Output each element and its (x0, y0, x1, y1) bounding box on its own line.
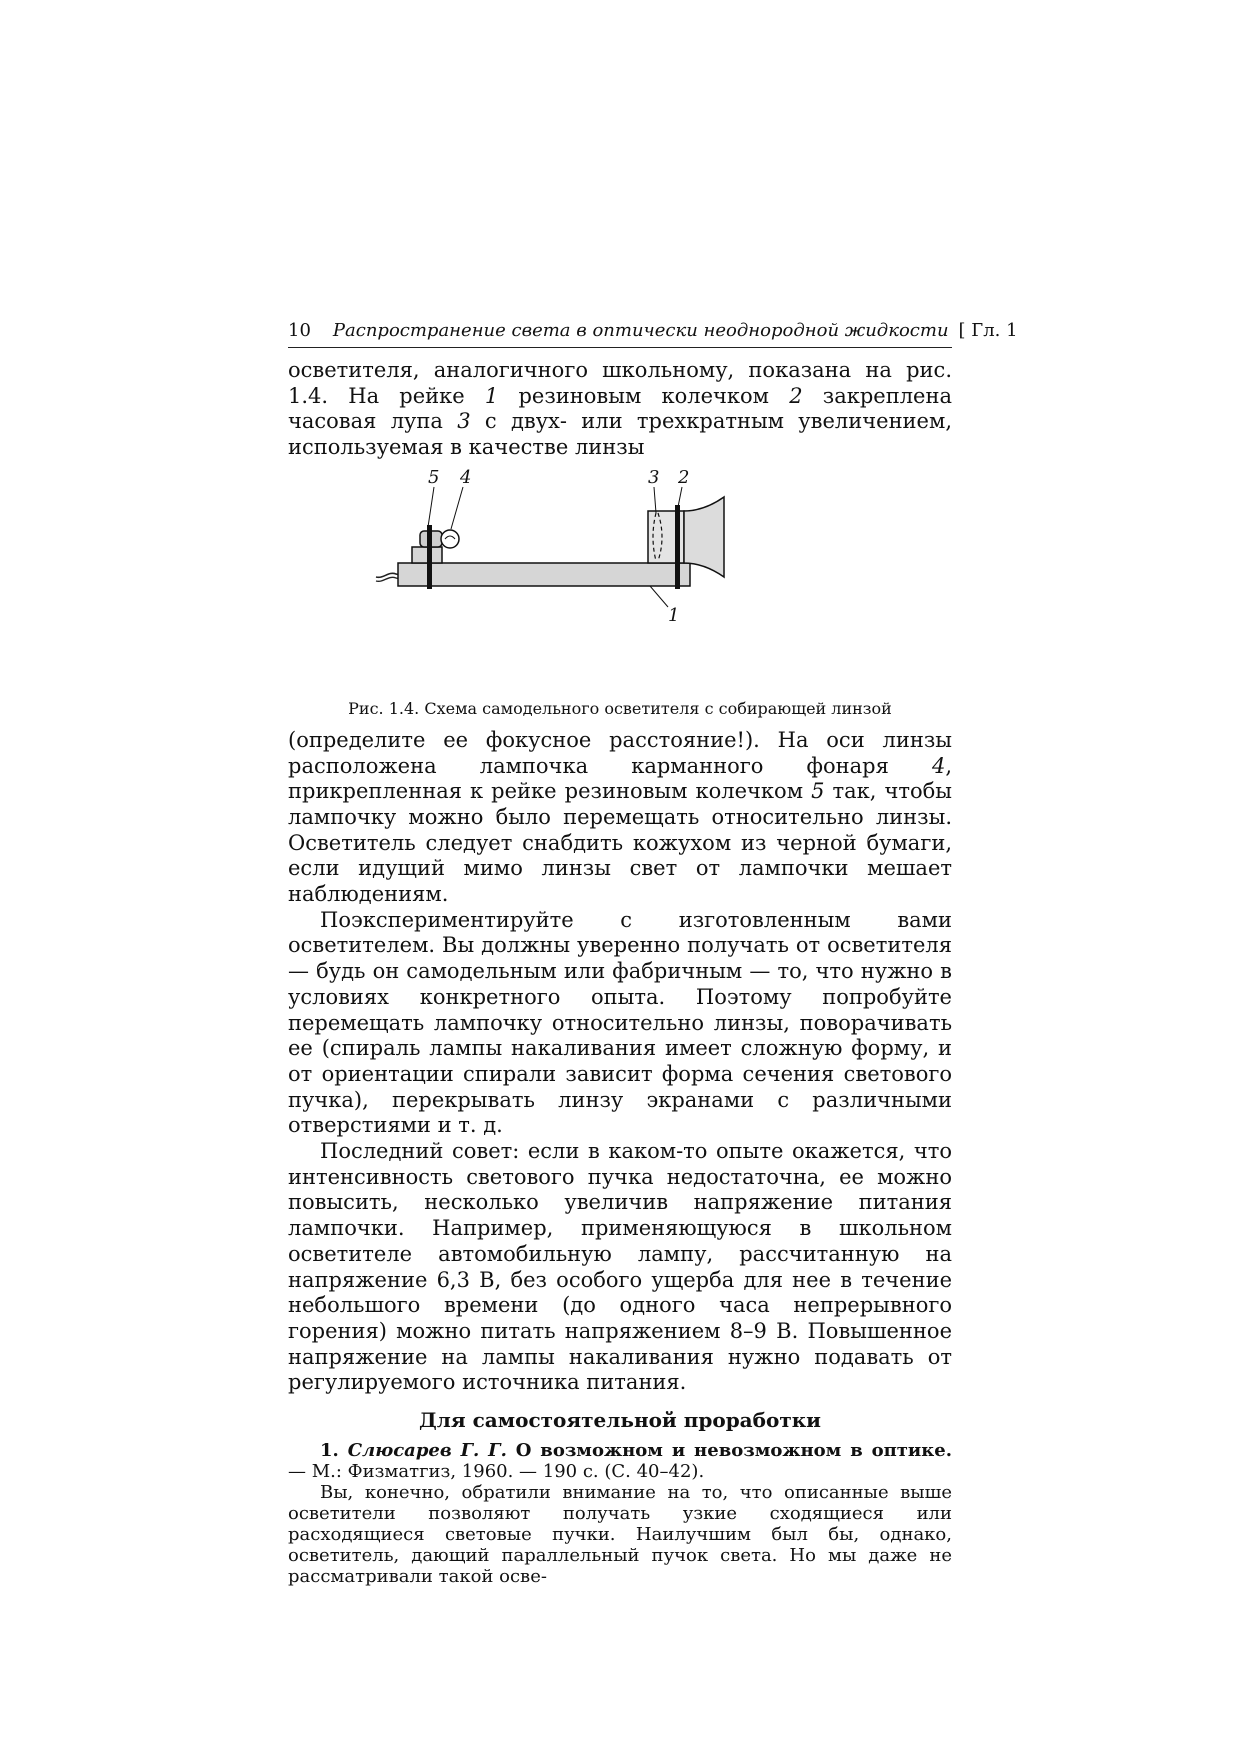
running-title: Распространение света в оптически неоднородной жидкости (332, 320, 949, 341)
paragraph-5: Вы, конечно, обратили внимание на то, что описанные выше осветители позволяют получать узкие сходящиеся или расходящиеся световые пучки. Наилучшим был бы, однако, осветитель, дающий параллельный пучок света. Но мы даже не рассматривали такой осве- (288, 1482, 952, 1588)
paragraph-2: (определите ее фокусное расстояние!). На оси линзы расположена лампочка карманного фонаря 4, прикрепленная к рейке резиновым колечком 5 так, чтобы лампочку можно было перемещать относительно линзы. Осветитель следует снабдить кожухом из черной бумаги, если идущий мимо линзы свет от лампочки мешает наблюдениям. (288, 727, 952, 907)
page (288, 320, 1018, 1588)
rubber-ring-5 (427, 525, 432, 589)
rubber-ring-2 (675, 505, 680, 589)
section-title: Для самостоятельной проработки (419, 1408, 821, 1433)
paragraph-4: Последний совет: если в каком-то опыте окажется, что интенсивность светового пучка недостаточна, ее можно повысить, несколько увеличив напряжение питания лампочки. Например, применяющуюся в школьном осветителе автомобильную лампу, рассчитанную на напряжение 6,3 В, без особого ущерба для нее в течение небольшого времени (до одного часа непрерывного горения) можно питать напряжением 8–9 В. Повышенное напряжение на лампы накаливания нужно подавать от регулируемого источника питания. (288, 1139, 952, 1395)
lamp-bulb (441, 530, 459, 548)
label-5: 5 (428, 466, 440, 488)
figure-1-4 (288, 467, 952, 695)
illuminator-diagram (288, 467, 952, 695)
figure-caption: Рис. 1.4. Схема самодельного осветителя с собирающей линзой (348, 698, 892, 718)
chapter-label: [ Гл. 1 (958, 320, 1018, 341)
running-header (288, 320, 1018, 348)
label-3: 3 (648, 466, 660, 488)
label-1: 1 (668, 604, 680, 626)
rail (398, 563, 690, 586)
intro-paragraph: осветителя, аналогичного школьному, показана на рис. 1.4. На рейке 1 резиновым колечком 2 закреплена часовая лупа 3 с двух- или трехкратным увеличением, используемая в качестве линзы (288, 358, 952, 460)
paragraph-3: Поэкспериментируйте с изготовленным вами осветителем. Вы должны уверенно получать от осветителя — будь он самодельным или фабричным — то, что нужно в условиях конкретного опыта. Поэтому попробуйте перемещать лампочку относительно линзы, поворачивать ее (спираль лампы накаливания имеет сложную форму, и от ориентации спирали зависит форма сечения светового пучка), перекрывать линзу экранами с различными отверстиями и т. д. (288, 907, 952, 1138)
page-number: 10 (288, 320, 311, 341)
reference-entry: 1. Слюсарев Г. Г. О возможном и невозможном в оптике. — М.: Физматгиз, 1960. — 190 с. (С. 40–42). (288, 1440, 953, 1483)
label-2: 2 (678, 466, 690, 488)
label-4: 4 (460, 466, 472, 488)
